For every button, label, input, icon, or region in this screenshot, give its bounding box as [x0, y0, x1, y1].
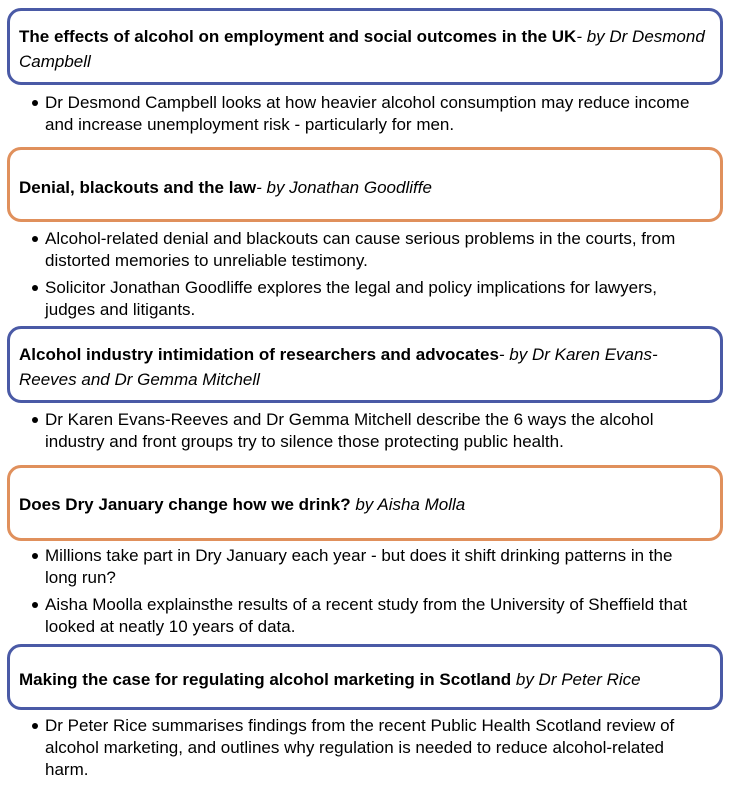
article-byline: by Dr Peter Rice	[511, 670, 641, 689]
article-title: The effects of alcohol on employment and social outcomes in the UK	[19, 27, 577, 46]
article-1-title-box[interactable]	[7, 8, 723, 85]
list-item: Solicitor Jonathan Goodliffe explores the legal and policy implications for lawyers, judges and litigants.	[0, 277, 700, 321]
list-item: Aisha Moolla explainsthe results of a recent study from the University of Sheffield that looked at neatly 10 years of data.	[0, 594, 700, 638]
article-byline: by Aisha Molla	[350, 495, 466, 514]
article-5-title-box[interactable]	[7, 644, 723, 710]
article-1-summary	[0, 92, 700, 141]
article-title: Does Dry January change how we drink?	[19, 495, 351, 514]
article-byline: - by Dr Karen Evans-Reeves and Dr Gemma Mitchell	[19, 345, 658, 389]
article-5-summary	[0, 715, 700, 786]
article-2-title-box[interactable]	[7, 147, 723, 222]
article-title: Making the case for regulating alcohol marketing in Scotland	[19, 670, 512, 689]
article-4-title-box[interactable]	[7, 465, 723, 541]
list-item: Dr Desmond Campbell looks at how heavier alcohol consumption may reduce income and increase unemployment risk - particularly for men.	[0, 92, 700, 136]
article-byline: - by Dr Desmond Campbell	[19, 27, 705, 71]
article-title: Denial, blackouts and the law	[19, 178, 257, 197]
list-item: Dr Karen Evans-Reeves and Dr Gemma Mitchell describe the 6 ways the alcohol industry and front groups try to silence those protecting public health.	[0, 409, 700, 453]
article-byline: - by Jonathan Goodliffe	[256, 178, 432, 197]
article-3-title-box[interactable]	[7, 326, 723, 403]
article-2-summary	[0, 228, 700, 326]
article-4-summary	[0, 545, 700, 643]
list-item: Millions take part in Dry January each year - but does it shift drinking patterns in the long run?	[0, 545, 700, 589]
list-item: Alcohol-related denial and blackouts can cause serious problems in the courts, from distorted memories to unreliable testimony.	[0, 228, 700, 272]
article-3-summary	[0, 409, 700, 458]
article-title: Alcohol industry intimidation of researchers and advocates	[19, 345, 499, 364]
list-item: Dr Peter Rice summarises findings from the recent Public Health Scotland review of alcohol marketing, and outlines why regulation is needed to reduce alcohol-related harm.	[0, 715, 700, 781]
